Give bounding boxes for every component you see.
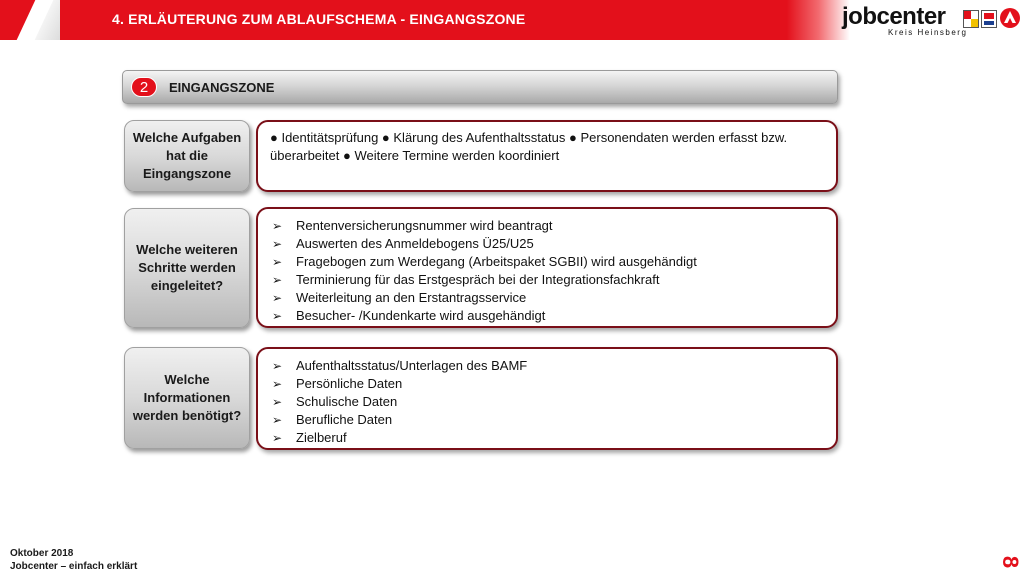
arrow-bullet-icon: ➢ [272,237,283,251]
question-text: Welche Informationen werden benötigt? [132,372,242,423]
question-box-information [124,347,250,449]
arrow-bullet-icon: ➢ [272,377,283,391]
footer [10,547,137,573]
logo-wordmark: jobcenter [842,3,946,30]
header-bar [0,0,1024,40]
answer-box-tasks [256,120,838,192]
steps-list [258,209,836,325]
list-item: ➢ Besucher- /Kundenkarte wird ausgehändigt [272,308,546,323]
question-text: Welche Aufgaben hat die Eingangszone [132,130,242,181]
answer-text: ● Identitätsprüfung ● Klärung des Aufenthaltsstatus ● Personendaten werden erfasst bzw. überarbeitet ● Weitere Termine werden koordiniert [270,130,788,163]
list-item: ➢ Fragebogen zum Werdegang (Arbeitspaket SGBII) wird ausgehändigt [272,254,697,269]
district-crest-icon [981,10,997,28]
information-list [258,349,836,447]
arrow-bullet-icon: ➢ [272,413,283,427]
list-item: ➢ Terminierung für das Erstgespräch bei der Integrationsfachkraft [272,272,660,287]
section-header [122,70,838,104]
footer-caption: Jobcenter – einfach erklärt [10,561,138,572]
section-label: EINGANGSZONE [169,80,275,95]
arrow-bullet-icon: ➢ [272,309,283,323]
list-item: ➢ Berufliche Daten [272,412,393,427]
list-item: ➢ Aufenthaltsstatus/Unterlagen des BAMF [272,358,528,373]
list-item: ➢ Weiterleitung an den Erstantragsservice [272,290,527,305]
arbeitsagentur-arrow-icon [1000,8,1020,28]
logo-subtitle: Kreis Heinsberg [888,28,968,37]
footer-date: Oktober 2018 [10,548,74,559]
answer-box-information [256,347,838,450]
list-item: ➢ Auswerten des Anmeldebogens Ü25/U25 [272,236,534,251]
question-box-steps [124,208,250,328]
list-item: ➢ Schulische Daten [272,394,398,409]
list-item: ➢ Zielberuf [272,430,347,445]
section-number-badge: 2 [131,77,157,97]
answer-box-steps [256,207,838,328]
list-item: ➢ Persönliche Daten [272,376,403,391]
arrow-bullet-icon: ➢ [272,255,283,269]
arrow-bullet-icon: ➢ [272,219,283,233]
question-box-tasks [124,120,250,192]
arrow-bullet-icon: ➢ [272,395,283,409]
header-stripe-red [0,0,35,40]
arrow-bullet-icon: ➢ [272,359,283,373]
list-item: ➢ Rentenversicherungsnummer wird beantragt [272,218,553,233]
page-title: 4. ERLÄUTERUNG ZUM ABLAUFSCHEMA - EINGANGSZONE [112,11,526,27]
page-number: 8 [997,555,1023,569]
arrow-bullet-icon: ➢ [272,291,283,305]
arrow-bullet-icon: ➢ [272,431,283,445]
jobcenter-logo [842,3,1018,38]
arrow-bullet-icon: ➢ [272,273,283,287]
question-text: Welche weiteren Schritte werden eingeleitet? [136,242,238,293]
coat-of-arms-icon [963,10,979,28]
